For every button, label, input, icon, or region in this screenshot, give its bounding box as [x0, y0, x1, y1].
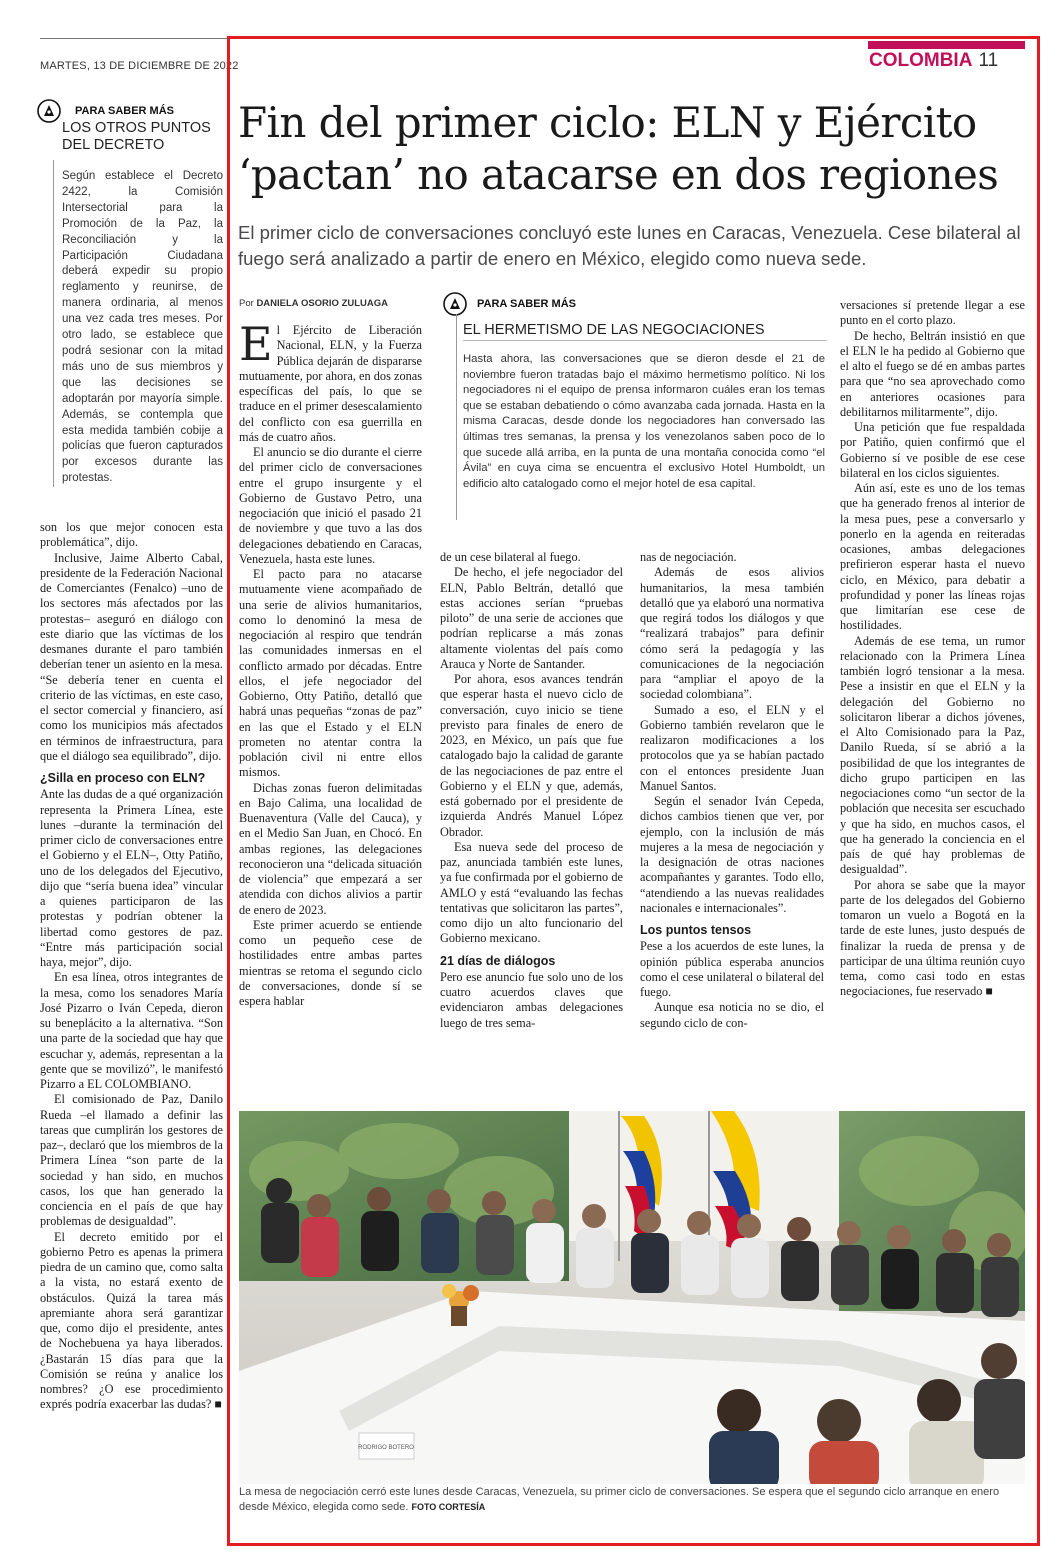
article-paragraph: nas de negociación.: [640, 550, 737, 564]
article-paragraph: versaciones sí pretende llegar a ese punto en el corto plazo.: [840, 298, 1025, 328]
article-paragraph: Aún así, este es uno de los temas que ha generado frenos al interior de la mesa pues, pese a conversarlo y ponerlo en la agenda en reiteradas ocasiones, ambas delegaciones prefirieron esperar hasta el nuevo ciclo, en México, para debatir a profundidad y poner las líneas rojas que limitarían ese cese de hostilidades.: [840, 481, 1025, 633]
inner-box-rule: [456, 314, 457, 520]
article-paragraph: Esa nueva sede del proceso de paz, anunciada también este lunes, ya fue confirmada por el gobierno de AMLO y está “evaluando las fechas tentativas que solicitaron las partes”, como dijo un alto funcionario del Gobierno mexicano.: [440, 839, 623, 946]
headline-line-1: Fin del primer ciclo: ELN y Ejército: [238, 98, 977, 147]
left-col-paragraph: En esa línea, otros integrantes de la mesa, como los senadores María José Pizarro o Iván Cepeda, dieron su beneplácito a la alternativa. “Son una parte de la sociedad que hay que escuchar y, además, representan a la gente que se movilizó”, le manifestó Pizarro a EL COLOMBIANO.: [40, 970, 223, 1091]
left-col-paragraph: Inclusive, Jaime Alberto Cabal, presidente de la Federación Nacional de Comerciantes (Fenalco) –uno de los sectores más afectados por las protestas– aseguró en diálogo con este diario que las víctimas de los desmanes durante el paro también deberían tener un asiento en la mesa. “Se debería tener en cuenta el criterio de las víctimas, en este caso, el sector comercial y financiero, así como los municipios más afectados en términos de infraestructura, para que el diálogo sea equilibrado”, dijo.: [40, 550, 223, 763]
page-number: 11: [978, 50, 999, 71]
drop-cap: E: [239, 317, 273, 371]
left-box-icon: [37, 99, 61, 128]
photo-credit: FOTO CORTESÍA: [411, 1501, 486, 1512]
placard-text: RODRIGO BOTERO: [358, 1445, 414, 1451]
left-col-paragraph: El decreto emitido por el gobierno Petro es apenas la primera piedra de un camino que, como salta a la vista, no estará exento de obstáculos. Quizá la tarea más apremiante ahora será garantizar que, como dijo el presidente, antes de Nochebuena ya haya liberados. ¿Bastarán 15 días para que la Comisión se reúna y analice los nombres? ¿O ese procedimiento exprés podría exacerbar las dudas? ■: [40, 1229, 223, 1412]
left-box-label: PARA SABER MÁS: [75, 105, 175, 117]
name-placard: [358, 1433, 414, 1459]
article-paragraph: Además de ese tema, un rumor relacionado con la Primera Línea también logró tensionar a la mesa. Pese a insistir en que el ELN y la delegación del Gobierno no solicitaron liberar a dichos jóvenes, el Alto Comisionado para la Paz, Danilo Rueda, sí se abrió a la posibilidad de que los integrantes de dicho grupo participen en las negociaciones como “un sector de la población que necesita ser escuchado y que ha sido, en muchos casos, el que ha generado la conciencia en el país de qué hay problemas de desigualdad”.: [840, 633, 1025, 877]
left-column: [40, 520, 223, 1413]
article-paragraph: Por ahora se sabe que la mayor parte de los delegados del Gobierno tomaron un vuelo a Bogotá en la tarde de este lunes, justo después de finalizar la rueda de prensa y de participar de una última reunión cuyo tema, como casi todo en estas negociaciones, fue reservado ■: [840, 877, 1025, 999]
inner-box-title: EL HERMETISMO DE LAS NEGOCIACIONES: [463, 322, 765, 338]
inner-box-title-rule: [463, 340, 827, 341]
inner-box-text: Hasta ahora, las conversaciones que se dieron desde el 21 de noviembre fueron tratadas bajo el máximo hermetismo político. Ni los negociadores ni el equipo de prensa informaron cuáles eran los temas que se estaban debatiendo o cómo avanzaba cada jornada. Hasta en la misma Caracas, desde donde los negociadores han conversado las últimas tres semanas, la prensa y los venezolanos saben poco de lo que sucede allá arriba, en la punta de una montaña conocida como “el Ávila” en cuya cima se encuentra el exclusivo Hotel Humboldt, un edificio alto catalogado como el mejor hotel de esa capital.: [463, 353, 825, 490]
article-column-4: [840, 298, 1025, 1000]
left-box-title: LOS OTROS PUNTOS DEL DECRETO: [62, 120, 211, 153]
section-header: [869, 50, 998, 72]
article-subheading-21-dias: 21 días de diálogos: [440, 953, 556, 968]
article-headline: [238, 97, 1038, 201]
article-paragraph: Por ahora, esos avances tendrán que esperar hasta el nuevo ciclo de conversación, cuyo inicio se tiene previsto para finales de enero de 2023, en México, un país que fue catalogado bajo la calidad de garante de las negociaciones de paz entre el Gobierno y el ELN y que, además, está gobernado por el presidente de izquierda Andrés Manuel López Obrador.: [440, 672, 623, 839]
section-name: COLOMBIA: [869, 50, 973, 71]
photo-caption: [239, 1485, 1029, 1514]
left-box-rule: [53, 160, 54, 487]
top-rule: [40, 38, 1030, 39]
article-paragraph: De hecho, el jefe negociador del ELN, Pablo Beltrán, detalló que estas acciones serían “pruebas piloto” de una serie de acciones que podrían replicarse a más zonas altamente violentas del país como Arauca y Norte de Santander.: [440, 565, 623, 671]
article-column-2: [440, 550, 623, 1031]
article-paragraph: de un cese bilateral al fuego.: [440, 550, 581, 564]
article-paragraph: Además de esos alivios humanitarios, la mesa también detalló que ya elaboró una normativa que regirá todos los diálogos y que “realizará trabajos” para definir cómo será la pedagogía y las comunicaciones de la negociación para “ampliar el apoyo de la sociedad colombiana”.: [640, 565, 824, 702]
meeting-room-illustration: [239, 1111, 1025, 1484]
left-col-paragraph: El comisionado de Paz, Danilo Rueda –el llamado a definir las tareas que cumplirán los gestores de paz–, declaró que los miembros de la Primera Línea “son parte de la sociedad y han sido, en muchos casos, los que han generado la conciencia en el país de que hay problemas de desigualdad”.: [40, 1092, 223, 1229]
article-paragraph: Según el senador Iván Cepeda, dichos cambios tienen que ver, por ejemplo, con la inclusión de más mujeres a la mesa de negociación y la designación de otras naciones acompañantes y garantes. Todo ello, “atendiendo a las nuevas realidades nacionales e internacionales”.: [640, 794, 824, 915]
pen-nib-icon: [37, 99, 61, 123]
byline-prefix: Por: [239, 298, 254, 309]
left-col-paragraph: Ante las dudas de a qué organización representa la Primera Línea, este lunes –durante la terminación del primer ciclo de conversaciones entre el Gobierno y el ELN–, Otty Patiño, uno de los delegados del Ejecutivo, dijo que “sería buena idea” vincular a quienes participaron de las protestas y podrían obtener la libertad como gestores de paz. “Entre más participación social haya, mejor”, dijo.: [40, 787, 223, 969]
article-paragraph: Sumado a eso, el ELN y el Gobierno también revelaron que le realizaron modificaciones a los protocolos que ya se habían pactado con el entonces presidente Juan Manuel Santos.: [640, 702, 824, 793]
article-paragraph: Pero ese anuncio fue solo uno de los cuatro acuerdos claves que evidenciaron ambas delegaciones luego de tres sema-: [440, 969, 623, 1030]
inner-box-label: PARA SABER MÁS: [477, 298, 577, 310]
article-paragraph: l Ejército de Liberación Nacional, ELN, y la Fuerza Pública dejarán de dispararse mutuamente, por ahora, en dos zonas específicas del país, lo que se traduce en el primer desescalamiento del conflicto con esa guerrilla en más de cuatro años.: [239, 323, 422, 444]
pen-nib-icon: [443, 292, 467, 316]
article-paragraph: El anuncio se dio durante el cierre del primer ciclo de conversaciones entre el grupo insurgente y el Gobierno de Gustavo Petro, una negociación que inició el pasado 21 de noviembre y que tuvo a las dos delegaciones debatiendo en Caracas, Venezuela, hasta este lunes.: [239, 445, 422, 566]
article-subheading: El primer ciclo de conversaciones concluyó este lunes en Caracas, Venezuela. Cese bilateral al fuego será analizado a partir de enero en México, elegido como nueva sede.: [238, 222, 1021, 269]
left-col-subheading: ¿Silla en proceso con ELN?: [40, 771, 206, 785]
inner-box-icon: [443, 292, 467, 321]
issue-date: MARTES, 13 DE DICIEMBRE DE 2022: [40, 60, 239, 72]
article-column-3: [640, 550, 824, 1031]
article-subheading-puntos-tensos: Los puntos tensos: [640, 923, 752, 937]
byline: [239, 298, 388, 309]
article-paragraph: Aunque esa noticia no se dio, el segundo ciclo de con-: [640, 1000, 824, 1030]
caption-text: La mesa de negociación cerró este lunes desde Caracas, Venezuela, su primer ciclo de conversaciones. Se espera que el segundo ciclo arranque en enero desde México, elegida como sede.: [239, 1486, 1000, 1513]
left-box-text: Según establece el Decreto 2422, la Comisión Intersectorial para la Promoción de la Paz, la Reconciliación y la Participación Ciudadana deberá expedir su propio reglamento y reunirse, de manera ordinaria, al menos una vez cada tres meses. Por otro lado, se establece que podrá sesionar con la mitad más uno de sus miembros y que las decisiones se adoptarán por mayoría simple. Además, se contempla que esta medida también cobije a policías que fueron capturados por excesos durante las protestas.: [62, 170, 223, 485]
article-paragraph: El pacto para no atacarse mutuamente viene acompañado de una serie de alivios humanitarios, como lo denominó la mesa de negociación al respiro que tendrán las comunidades inmersas en el conflicto armado por décadas. Entre ellos, el jefe negociador del Gobierno, Otty Patiño, detalló que habrá unas pequeñas “zonas de paz” en las que el Estado y el ELN prometen no atentar contra la población civil ni entre ellos mismos.: [239, 567, 422, 780]
negotiation-photo: [239, 1111, 1025, 1484]
section-color-bar: [868, 41, 1025, 49]
left-col-paragraph: son los que mejor conocen esta problemática”, dijo.: [40, 520, 223, 550]
article-paragraph: De hecho, Beltrán insistió en que el ELN le ha pedido al Gobierno que el alto el fuego se dé en ambas partes para que “no sea aprovechado como en anteriores ocasiones para debilitarnos militarmente”, dijo.: [840, 328, 1025, 419]
article-paragraph: Una petición que fue respaldada por Patiño, quien confirmó que el Gobierno sí ve posible de ese cese bilateral en los ciclos siguientes.: [840, 420, 1025, 480]
article-column-1: [239, 317, 422, 1009]
article-paragraph: Este primer acuerdo se entiende como un pequeño cese de hostilidades entre ambas partes mientras se retoma el segundo ciclo de conversaciones, donde sí se espera hablar: [239, 917, 422, 1008]
headline-line-2: ‘pactan’ no atacarse en dos regiones: [238, 150, 999, 199]
article-paragraph: Pese a los acuerdos de este lunes, la opinión pública esperaba anuncios como el cese unilateral o bilateral del fuego.: [640, 939, 824, 999]
article-paragraph: Dichas zonas fueron delimitadas en Bajo Calima, una localidad de Buenaventura (Valle del Cauca), y en el Medio San Juan, en Chocó. En ambas regiones, las delegaciones reconocieron una “delicada situación de violencia” que empezará a ser atendida con dichos alivios a partir de enero de 2023.: [239, 780, 422, 917]
byline-author: DANIELA OSORIO ZULUAGA: [256, 298, 389, 309]
